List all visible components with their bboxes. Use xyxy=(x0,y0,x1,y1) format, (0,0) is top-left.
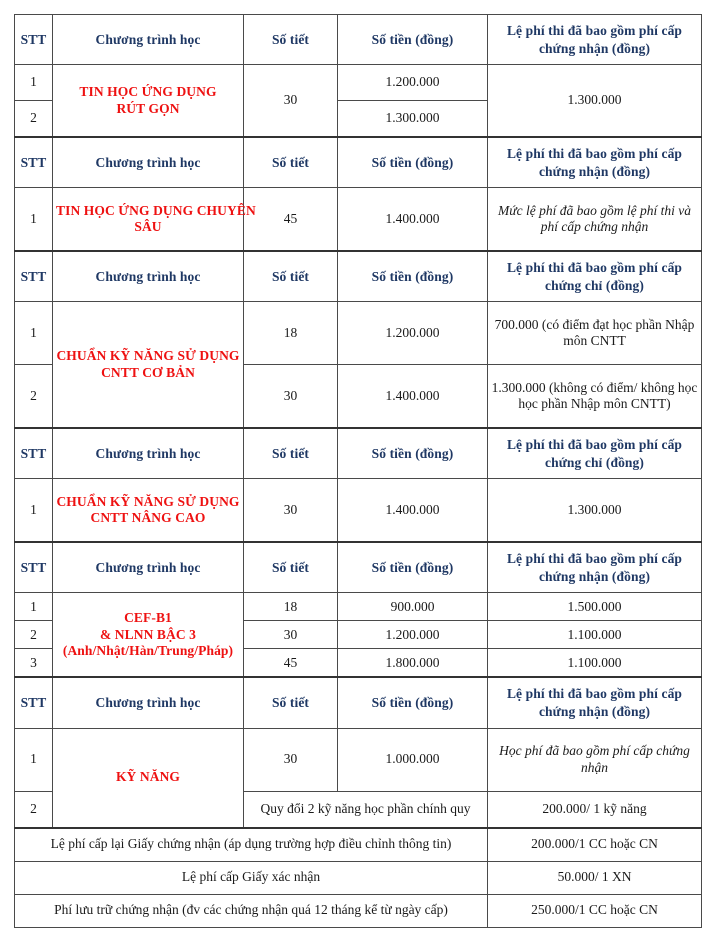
program-line: KỸ NĂNG xyxy=(115,769,181,785)
program-line: RÚT GỌN xyxy=(116,100,180,116)
cell-stt: 3 xyxy=(15,649,53,678)
header-amount-1: Số tiền (đồng) xyxy=(338,15,488,65)
header-stt-6: STT xyxy=(15,677,53,728)
cell-amount: 1.200.000 xyxy=(338,621,488,649)
cell-program-name xyxy=(53,188,256,252)
cell-amount: 1.000.000 xyxy=(338,728,488,791)
header-program-5: Chương trình học xyxy=(53,542,244,593)
header-row-5 xyxy=(15,542,702,593)
cell-stt: 1 xyxy=(15,479,53,543)
cell-note: 700.000 (có điểm đạt học phần Nhập môn CNTT xyxy=(488,302,702,365)
table-row xyxy=(15,479,702,543)
table-row xyxy=(15,828,702,862)
header-amount-5: Số tiền (đồng) xyxy=(338,542,488,593)
cell-stt: 1 xyxy=(15,728,53,791)
cell-note: 1.100.000 xyxy=(488,649,702,678)
table-row xyxy=(15,728,702,791)
program-line: SÂU xyxy=(134,219,162,235)
cell-note: 1.300.000 xyxy=(488,479,702,543)
cell-program-name xyxy=(53,65,244,138)
header-stt-1: STT xyxy=(15,15,53,65)
table-row xyxy=(15,188,702,252)
program-line: & NLNN BẬC 3 xyxy=(99,626,197,642)
header-fee-6: Lệ phí thi đã bao gồm phí cấp chứng nhận (đồng) xyxy=(488,677,702,728)
cell-stt: 1 xyxy=(15,302,53,365)
table-row xyxy=(15,861,702,894)
table-row xyxy=(15,593,702,621)
header-program-4: Chương trình học xyxy=(53,428,244,479)
program-line: TIN HỌC ỨNG DỤNG CHUYÊN xyxy=(56,202,256,218)
header-periods-3: Số tiết xyxy=(244,251,338,302)
cell-periods: 30 xyxy=(244,65,338,138)
cell-stt: 1 xyxy=(15,188,53,252)
cell-stt: 2 xyxy=(15,791,53,828)
cell-program-name xyxy=(53,728,244,828)
program-line: CEF-B1 xyxy=(124,610,172,626)
cell-stt: 1 xyxy=(15,593,53,621)
table-row xyxy=(15,65,702,101)
cell-note: Học phí đã bao gồm phí cấp chứng nhận xyxy=(488,728,702,791)
header-amount-2: Số tiền (đồng) xyxy=(338,137,488,188)
header-fee-1: Lệ phí thi đã bao gồm phí cấp chứng nhận (đồng) xyxy=(488,15,702,65)
cell-fee-value: 1.300.000 xyxy=(488,65,702,138)
header-fee-3: Lệ phí thi đã bao gồm phí cấp chứng chỉ (đồng) xyxy=(488,251,702,302)
cell-stt: 2 xyxy=(15,621,53,649)
cell-merged-label: Quy đổi 2 kỹ năng học phần chính quy xyxy=(244,791,488,828)
header-row-2 xyxy=(15,137,702,188)
header-periods-4: Số tiết xyxy=(244,428,338,479)
cell-periods: 30 xyxy=(244,728,338,791)
program-line: TIN HỌC ỨNG DỤNG xyxy=(79,84,217,100)
cell-periods: 18 xyxy=(244,593,338,621)
cell-periods: 18 xyxy=(244,302,338,365)
table-row xyxy=(15,894,702,927)
program-line: CNTT NÂNG CAO xyxy=(90,510,206,526)
cell-program-name xyxy=(53,302,244,429)
footer-value: 200.000/1 CC hoặc CN xyxy=(488,828,702,862)
program-line: CNTT CƠ BẢN xyxy=(101,364,195,380)
header-amount-4: Số tiền (đồng) xyxy=(338,428,488,479)
header-periods-5: Số tiết xyxy=(244,542,338,593)
footer-label: Lệ phí cấp Giấy xác nhận xyxy=(15,861,488,894)
cell-amount: 1.400.000 xyxy=(338,188,488,252)
cell-amount: 1.300.000 xyxy=(338,101,488,138)
header-amount-6: Số tiền (đồng) xyxy=(338,677,488,728)
footer-label: Phí lưu trữ chứng nhận (đv các chứng nhận quá 12 tháng kể từ ngày cấp) xyxy=(15,894,488,927)
cell-periods: 45 xyxy=(244,188,338,252)
header-row-3 xyxy=(15,251,702,302)
cell-periods: 30 xyxy=(244,479,338,543)
header-row-1 xyxy=(15,15,702,65)
table-row xyxy=(15,302,702,365)
header-stt-2: STT xyxy=(15,137,53,188)
cell-amount: 1.200.000 xyxy=(338,65,488,101)
fee-schedule-table xyxy=(14,14,702,928)
header-stt-5: STT xyxy=(15,542,53,593)
cell-amount: 1.800.000 xyxy=(338,649,488,678)
cell-note: 200.000/ 1 kỹ năng xyxy=(488,791,702,828)
cell-note: 1.300.000 (không có điểm/ không học học phần Nhập môn CNTT) xyxy=(488,365,702,429)
header-program-2: Chương trình học xyxy=(53,137,244,188)
cell-note: Mức lệ phí đã bao gồm lệ phí thi và phí cấp chứng nhận xyxy=(488,188,702,252)
header-stt-3: STT xyxy=(15,251,53,302)
cell-periods: 30 xyxy=(244,365,338,429)
footer-label: Lệ phí cấp lại Giấy chứng nhận (áp dụng trường hợp điều chỉnh thông tin) xyxy=(15,828,488,862)
cell-stt: 1 xyxy=(15,65,53,101)
header-fee-2: Lệ phí thi đã bao gồm phí cấp chứng nhận (đồng) xyxy=(488,137,702,188)
cell-amount: 1.200.000 xyxy=(338,302,488,365)
cell-note: 1.500.000 xyxy=(488,593,702,621)
cell-amount: 1.400.000 xyxy=(338,365,488,429)
cell-periods: 30 xyxy=(244,621,338,649)
header-row-4 xyxy=(15,428,702,479)
cell-program-name xyxy=(53,593,244,678)
cell-amount: 900.000 xyxy=(338,593,488,621)
header-fee-4: Lệ phí thi đã bao gồm phí cấp chứng chỉ (đồng) xyxy=(488,428,702,479)
header-amount-3: Số tiền (đồng) xyxy=(338,251,488,302)
footer-value: 50.000/ 1 XN xyxy=(488,861,702,894)
cell-stt: 2 xyxy=(15,365,53,429)
header-periods-6: Số tiết xyxy=(244,677,338,728)
cell-note: 1.100.000 xyxy=(488,621,702,649)
header-stt-4: STT xyxy=(15,428,53,479)
header-program-6: Chương trình học xyxy=(53,677,244,728)
cell-amount: 1.400.000 xyxy=(338,479,488,543)
program-line: (Anh/Nhật/Hàn/Trung/Pháp) xyxy=(62,643,234,659)
header-row-6 xyxy=(15,677,702,728)
cell-stt: 2 xyxy=(15,101,53,138)
header-program-3: Chương trình học xyxy=(53,251,244,302)
header-fee-5: Lệ phí thi đã bao gồm phí cấp chứng nhận (đồng) xyxy=(488,542,702,593)
program-line: CHUẨN KỸ NĂNG SỬ DỤNG xyxy=(56,493,240,509)
footer-value: 250.000/1 CC hoặc CN xyxy=(488,894,702,927)
header-periods-2: Số tiết xyxy=(244,137,338,188)
cell-periods: 45 xyxy=(244,649,338,678)
cell-program-name xyxy=(53,479,244,543)
header-program-1: Chương trình học xyxy=(53,15,244,65)
header-periods-1: Số tiết xyxy=(244,15,338,65)
program-line: CHUẨN KỸ NĂNG SỬ DỤNG xyxy=(56,348,240,364)
